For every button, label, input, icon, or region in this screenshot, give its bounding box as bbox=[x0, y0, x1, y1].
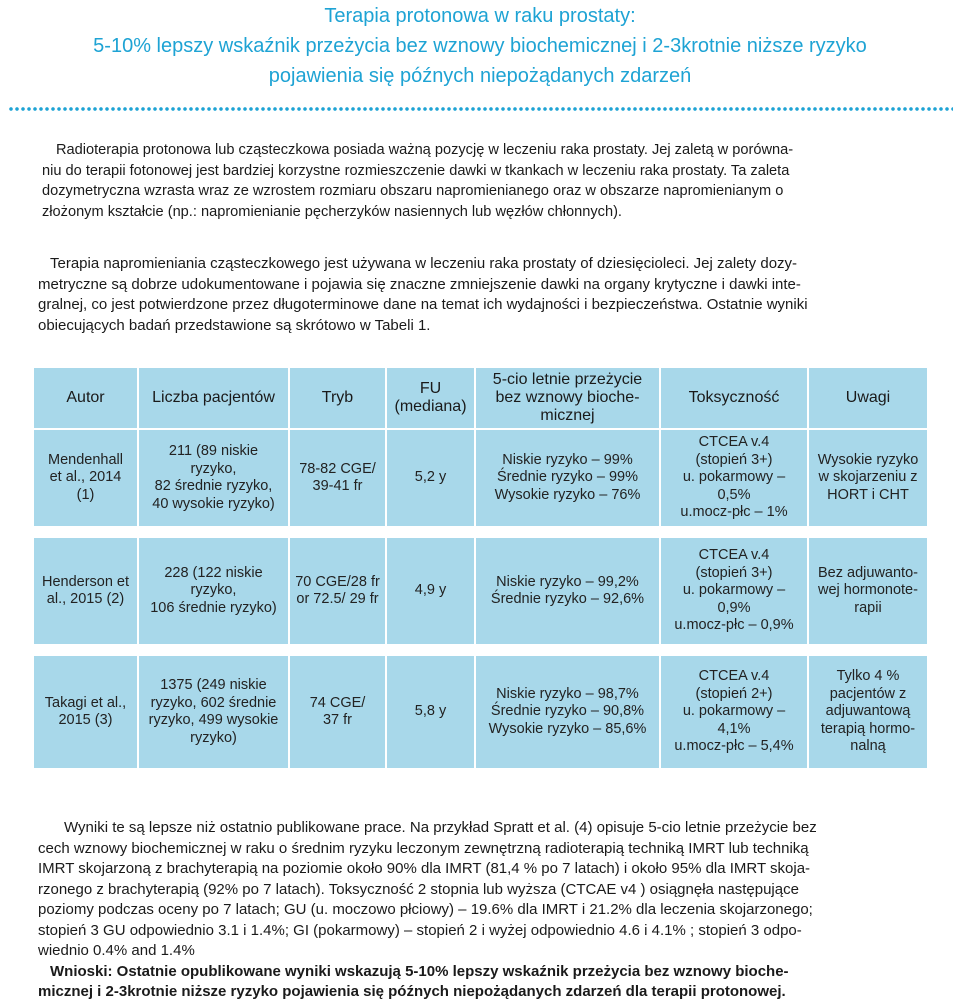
dotted-divider bbox=[8, 106, 953, 112]
second-line: gralnej, co jest potwierdzone przez długoterminowe dane na temat ich wydajności i bezpieczeństwa. Ostatnie wyniki bbox=[38, 296, 808, 313]
intro-line: dozymetryczna wzrasta wraz ze wzrostem rozmiaru obszaru napromienianego oraz w obszarze napromienianym o bbox=[42, 183, 784, 199]
intro-line: niu do terapii fotonowej jest bardziej korzystne rozmieszczenie dawki w tkankach w leczeniu raka prostaty. Ta zaleta bbox=[42, 162, 790, 179]
table-cell-survival: Niskie ryzyko – 99% Średnie ryzyko – 99% Wysokie ryzyko – 76% bbox=[476, 430, 659, 526]
table-cell-patients: 1375 (249 niskie ryzyko, 602 średnie ryzyko, 499 wysokie ryzyko) bbox=[139, 656, 288, 768]
summary-paragraph bbox=[38, 818, 922, 1003]
table-cell-survival: Niskie ryzyko – 98,7% Średnie ryzyko – 90,8% Wysokie ryzyko – 85,6% bbox=[476, 656, 659, 768]
table-header-notes: Uwagi bbox=[809, 368, 927, 428]
table-cell-toxicity: CTCEA v.4 (stopień 2+) u. pokarmowy – 4,1% u.mocz-płc – 5,4% bbox=[661, 656, 807, 768]
summary-line: stopień 3 GU odpowiednio 3.1 i 1.4%; GI (pokarmowy) – stopień 2 i wyżej odpowiednio 4.6 i 4.1% ; stopień 3 odpo- bbox=[38, 921, 802, 939]
table-header-toxicity: Toksyczność bbox=[661, 368, 807, 428]
title-line-2: 5-10% lepszy wskaźnik przeżycia bez wznowy biochemicznej i 2-3krotnie niższe ryzyko bbox=[93, 35, 867, 57]
intro-line: Radioterapia protonowa lub cząsteczkowa posiada ważną pozycję w leczeniu raka prostaty. Jej zaletą w porówna- bbox=[56, 142, 794, 158]
table-cell-author: Takagi et al., 2015 (3) bbox=[34, 656, 137, 768]
table-header-fu: FU (mediana) bbox=[387, 368, 474, 428]
table-cell-fu: 5,2 y bbox=[387, 430, 474, 526]
table-cell-patients: 211 (89 niskie ryzyko, 82 średnie ryzyko, 40 wysokie ryzyko) bbox=[139, 430, 288, 526]
table-cell-author: Mendenhall et al., 2014 (1) bbox=[34, 430, 137, 526]
second-paragraph bbox=[38, 254, 922, 336]
table-cell-mode: 74 CGE/ 37 fr bbox=[290, 656, 385, 768]
table-cell-patients: 228 (122 niskie ryzyko, 106 średnie ryzyko) bbox=[139, 538, 288, 644]
table-cell-mode: 70 CGE/28 fr or 72.5/ 29 fr bbox=[290, 538, 385, 644]
table-header-survival: 5-cio letnie przeżycie bez wznowy bioche- micznej bbox=[476, 368, 659, 428]
table-cell-toxicity: CTCEA v.4 (stopień 3+) u. pokarmowy – 0,9% u.mocz-płc – 0,9% bbox=[661, 538, 807, 644]
table-cell-author: Henderson et al., 2015 (2) bbox=[34, 538, 137, 644]
table-cell-survival: Niskie ryzyko – 99,2% Średnie ryzyko – 92,6% bbox=[476, 538, 659, 644]
conclusion-line: micznej i 2-3krotnie niższe ryzyko pojawienia się późnych niepożądanych zdarzeń dla terapii protonowej. bbox=[38, 983, 786, 1000]
table-cell-notes: Wysokie ryzyko w skojarzeniu z HORT i CHT bbox=[809, 430, 927, 526]
table-cell-fu: 4,9 y bbox=[387, 538, 474, 644]
intro-paragraph bbox=[42, 140, 922, 222]
summary-line: poziomy podczas oceny po 7 latach; GU (u. moczowo płciowy) – 19.6% dla IMRT i 21.2% dla leczenia skojarzonego; bbox=[38, 901, 813, 918]
table-header-author: Autor bbox=[34, 368, 137, 428]
title-line-3: pojawienia się późnych niepożądanych zdarzeń bbox=[268, 65, 692, 87]
summary-line: wiednio 0.4% and 1.4% bbox=[38, 942, 195, 959]
second-line: Terapia napromieniania cząsteczkowego jest używana w leczeniu raka prostaty of dziesięcioleci. Jej zalety dozy- bbox=[50, 255, 798, 272]
table-cell-mode: 78-82 CGE/ 39-41 fr bbox=[290, 430, 385, 526]
table-header-patients: Liczba pacjentów bbox=[139, 368, 288, 428]
summary-line: Wyniki te są lepsze niż ostatnio publikowane prace. Na przykład Spratt et al. (4) opisuje 5-cio letnie przeżycie bez bbox=[64, 819, 817, 836]
table-cell-notes: Tylko 4 % pacjentów z adjuwantową terapią hormo- nalną bbox=[809, 656, 927, 768]
summary-line: IMRT skojarzoną z brachyterapią na poziomie około 90% dla IMRT (81,4 % po 7 latach) i około 95% dla IMRT skoja- bbox=[38, 860, 811, 877]
summary-line: rzonego z brachyterapią (92% po 7 latach). Toksyczność 2 stopnia lub wyższa (CTCAE v4 ) osiągnęła następujące bbox=[38, 880, 799, 898]
title-line-1: Terapia protonowa w raku prostaty: bbox=[324, 5, 636, 27]
table-cell-toxicity: CTCEA v.4 (stopień 3+) u. pokarmowy – 0,5% u.mocz-płc – 1% bbox=[661, 430, 807, 526]
table-cell-notes: Bez adjuwanto- wej hormonote- rapii bbox=[809, 538, 927, 644]
second-line: metryczne są dobrze udokumentowane i pojawia się znaczne zmniejszenie dawki na organy krytyczne i dawki inte- bbox=[38, 275, 801, 293]
table-header-mode: Tryb bbox=[290, 368, 385, 428]
conclusion-line: Wnioski: Ostatnie opublikowane wyniki wskazują 5-10% lepszy wskaźnik przeżycia bez wznowy bioche- bbox=[50, 962, 789, 980]
table-cell-fu: 5,8 y bbox=[387, 656, 474, 768]
summary-line: cech wznowy biochemicznej w raku o średnim ryzyku leczonym zewnętrzną radioterapią techniką IMRT lub techniką bbox=[38, 839, 809, 857]
second-line: obiecujących badań przedstawione są skrótowo w Tabeli 1. bbox=[38, 316, 431, 334]
intro-line: złożonym kształcie (np.: napromienianie pęcherzyków nasiennych lub węzłów chłonnych). bbox=[42, 203, 622, 220]
